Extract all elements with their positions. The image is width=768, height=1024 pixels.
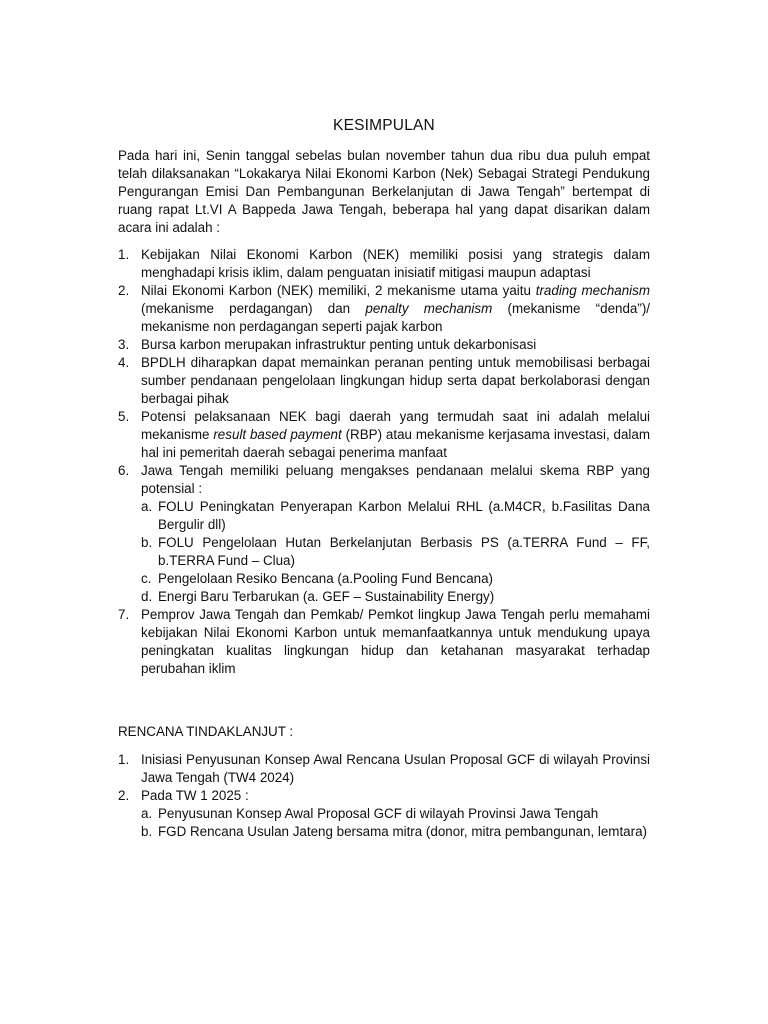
funding-scheme-item xyxy=(141,588,650,606)
text-segment: (mekanisme “denda”)/ mekanisme non perdagangan seperti pajak karbon xyxy=(141,301,650,334)
text-segment: (mekanisme perdagangan) dan xyxy=(141,301,366,316)
text-segment: Nilai Ekonomi Karbon (NEK) memiliki, 2 mekanisme utama yaitu xyxy=(141,283,536,298)
followup-sub-item xyxy=(141,823,650,841)
followup-heading: RENCANA TINDAKLANJUT : xyxy=(118,724,294,739)
sub-letter: d. xyxy=(141,589,153,604)
intro-paragraph: Pada hari ini, Senin tanggal sebelas bulan november tahun dua ribu dua puluh empat telah dilaksanakan “Lokakarya Nilai Ekonomi Karbon (Nek) Sebagai Strategi Pendukung Pengurangan Emisi Dan Pembangunan Berkelanjutan di Jawa Tengah” bertempat di ruang rapat Lt.VI A Bappeda Jawa Tengah, beberapa hal yang dapat disarikan dalam acara ini adalah : xyxy=(118,148,650,235)
conclusion-number: 3. xyxy=(118,337,130,352)
conclusion-text: Kebijakan Nilai Ekonomi Karbon (NEK) memiliki posisi yang strategis dalam menghadapi krisis iklim, dalam penguatan inisiatif mitigasi maupun adaptasi xyxy=(141,247,650,280)
conclusion-item-5 xyxy=(118,408,650,462)
sub-text: FOLU Pengelolaan Hutan Berkelanjutan Berbasis PS (a.TERRA Fund – FF, b.TERRA Fund – Clua) xyxy=(158,535,650,568)
conclusion-item-3 xyxy=(118,336,650,354)
conclusion-number: 1. xyxy=(118,247,130,262)
conclusion-number: 2. xyxy=(118,283,130,298)
funding-scheme-item xyxy=(141,570,650,588)
conclusion-text: BPDLH diharapkan dapat memainkan peranan penting untuk memobilisasi berbagai sumber pendanaan pengelolaan lingkungan hidup serta dapat berkolaborasi dengan berbagai pihak xyxy=(141,355,650,406)
sub-text: FOLU Peningkatan Penyerapan Karbon Melalui RHL (a.M4CR, b.Fasilitas Dana Bergulir dll) xyxy=(158,499,650,532)
sub-letter: a. xyxy=(141,499,153,514)
funding-scheme-item xyxy=(141,534,650,570)
conclusion-text xyxy=(141,409,650,460)
conclusion-text: Jawa Tengah memiliki peluang mengakses pendanaan melalui skema RBP yang potensial : xyxy=(141,463,650,496)
conclusion-text: Bursa karbon merupakan infrastruktur penting untuk dekarbonisasi xyxy=(141,337,537,352)
conclusion-item-4 xyxy=(118,354,650,408)
followup-number: 2. xyxy=(118,788,130,803)
conclusion-number: 5. xyxy=(118,409,130,424)
conclusion-item-6 xyxy=(118,462,650,606)
followup-item-2 xyxy=(118,787,650,841)
conclusion-number: 4. xyxy=(118,355,130,370)
text-segment: Potensi pelaksanaan NEK bagi daerah yang termudah saat ini adalah melalui mekanisme xyxy=(141,409,650,442)
followup-number: 1. xyxy=(118,752,130,767)
conclusion-item-7 xyxy=(118,606,650,678)
conclusion-number: 6. xyxy=(118,463,130,478)
sub-letter: c. xyxy=(141,571,152,586)
sub-letter: a. xyxy=(141,806,153,821)
sub-letter: b. xyxy=(141,535,153,550)
sub-letter: b. xyxy=(141,824,153,839)
followup-sub-item xyxy=(141,805,650,823)
text-segment: (RBP) atau mekanisme kerjasama investasi, dalam hal ini pemeritah daerah sebagai penerima manfaat xyxy=(141,427,651,460)
sub-text: FGD Rencana Usulan Jateng bersama mitra (donor, mitra pembangunan, lemtara) xyxy=(158,824,647,839)
followup-list xyxy=(118,751,650,841)
italic-term: result based payment xyxy=(213,427,342,442)
conclusion-text xyxy=(141,283,650,334)
followup-sub-list xyxy=(141,805,650,841)
followup-text: Inisiasi Penyusunan Konsep Awal Rencana Usulan Proposal GCF di wilayah Provinsi Jawa Tengah (TW4 2024) xyxy=(141,752,650,785)
page-title: KESIMPULAN xyxy=(333,117,435,134)
funding-scheme-item xyxy=(141,498,650,534)
italic-term: trading mechanism xyxy=(535,283,650,298)
sub-text: Penyusunan Konsep Awal Proposal GCF di wilayah Provinsi Jawa Tengah xyxy=(158,806,599,821)
conclusion-number: 7. xyxy=(118,607,130,622)
sub-text: Energi Baru Terbarukan (a. GEF – Sustainability Energy) xyxy=(158,589,495,604)
conclusion-list xyxy=(118,246,650,678)
followup-item-1 xyxy=(118,751,650,787)
funding-scheme-list xyxy=(141,498,650,606)
followup-text: Pada TW 1 2025 : xyxy=(141,788,249,803)
sub-text: Pengelolaan Resiko Bencana (a.Pooling Fund Bencana) xyxy=(158,571,493,586)
conclusion-text: Pemprov Jawa Tengah dan Pemkab/ Pemkot lingkup Jawa Tengah perlu memahami kebijakan Nilai Ekonomi Karbon untuk memanfaatkannya untuk mendukung upaya peningkatan kualitas lingkungan hidup dan ketahanan masyarakat terhadap perubahan iklim xyxy=(141,607,650,676)
conclusion-item-1 xyxy=(118,246,650,282)
italic-term: penalty mechanism xyxy=(365,301,493,316)
conclusion-item-2 xyxy=(118,282,650,336)
